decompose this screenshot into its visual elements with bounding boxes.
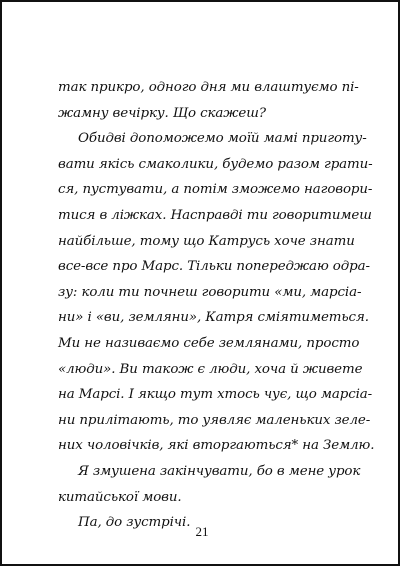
text-line: ся, пустувати, а потім зможемо наговори-	[58, 182, 373, 198]
text-line: так прикро, одного дня ми влаштуємо пі-	[58, 80, 359, 95]
text-line: зу: коли ти почнеш говорити «ми, марсіа-	[58, 284, 362, 300]
text-line: все-все про Марс. Тільки попереджаю одра-	[58, 259, 370, 275]
text-line: жамну вечірку. Що скажеш?	[58, 105, 266, 121]
text-line: Па, до зустрічі.	[78, 515, 191, 531]
text-line: вати якісь смаколики, будемо разом грати-	[58, 156, 373, 172]
paragraph-3	[58, 459, 361, 510]
text-line: Я змушена закінчувати, бо в мене урок	[78, 463, 361, 479]
paragraph-1	[58, 75, 359, 126]
text-line: Обидві допоможемо моїй мамі приготу-	[78, 131, 367, 147]
page-number: 21	[195, 524, 209, 539]
page-text	[58, 75, 375, 536]
text-line: тися в ліжках. Насправді ти говоритимеш	[58, 207, 372, 223]
text-line: ни прилітають, то уявляє маленьких зеле-	[58, 412, 371, 428]
text-line: Ми не називаємо себе землянами, просто	[58, 335, 360, 351]
text-line: них чоловічків, які вторгаються* на Землю.	[58, 438, 375, 454]
paragraph-2	[58, 126, 375, 459]
text-line: найбільше, тому що Катрусь хоче знати	[58, 233, 355, 249]
text-line: на Марсі. І якщо тут хтось чує, що марсіа-	[58, 387, 373, 403]
text-line: «люди». Ви також є люди, хоча й живете	[58, 361, 363, 377]
text-line: ни» і «ви, земляни», Катря сміятиметься.	[58, 310, 369, 326]
text-line: китайської мови.	[58, 489, 182, 505]
